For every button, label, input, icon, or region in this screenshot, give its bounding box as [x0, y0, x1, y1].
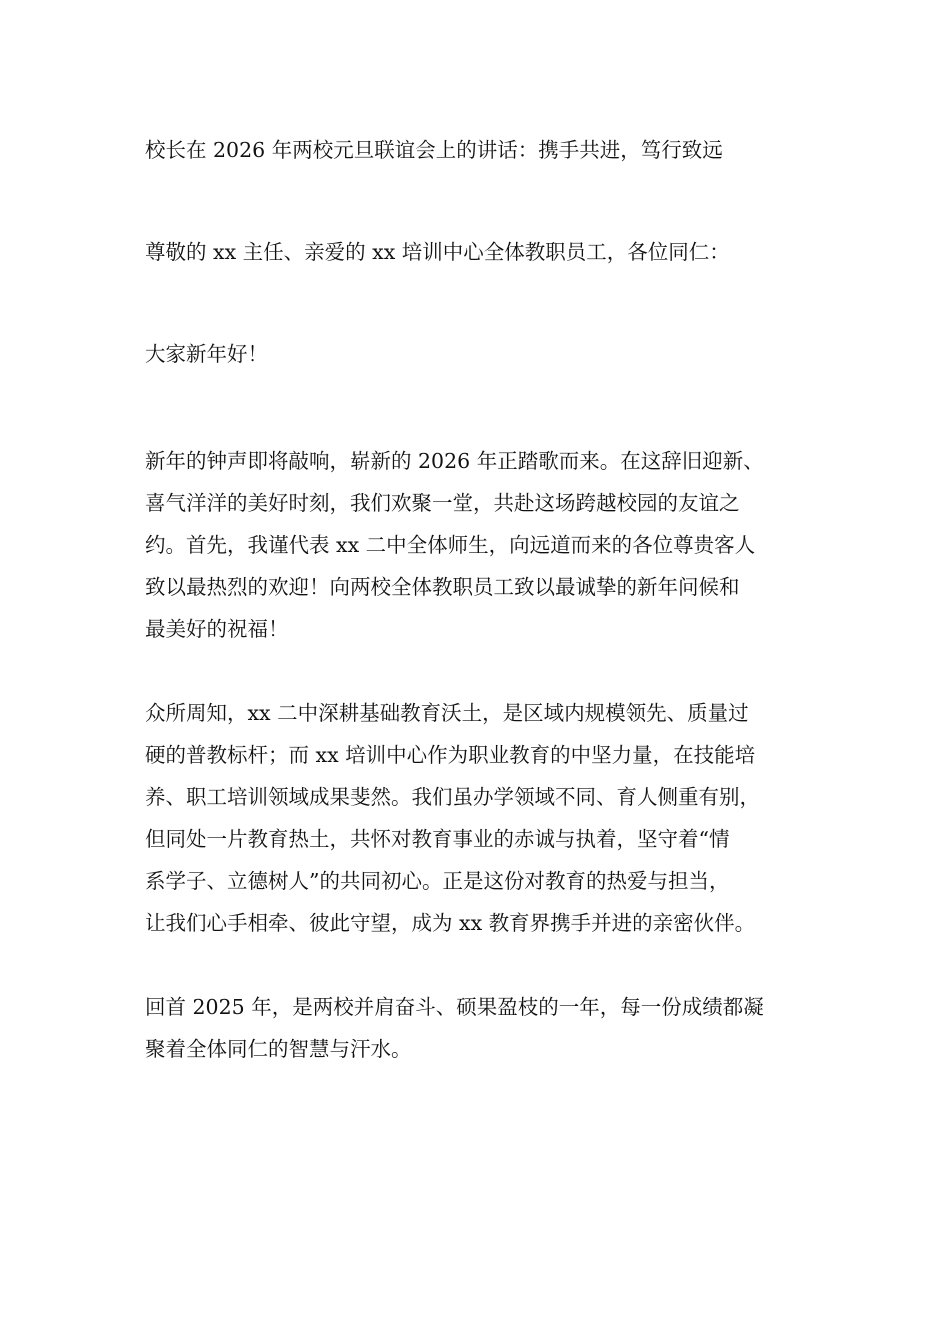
salutation: 尊敬的 xx 主任、亲爱的 xx 培训中心全体教职员工，各位同仁：: [145, 240, 730, 264]
paragraph-line: 最美好的祝福！: [145, 617, 289, 641]
paragraph-line: 喜气洋洋的美好时刻，我们欢聚一堂，共赴这场跨越校园的友谊之: [145, 491, 740, 515]
paragraph-line: 系学子、立德树人”的共同初心。正是这份对教育的热爱与担当，: [145, 869, 730, 893]
document-body: [145, 134, 810, 1070]
document-title: 校长在 2026 年两校元旦联谊会上的讲话：携手共进，笃行致远: [145, 138, 723, 162]
paragraph-line: 致以最热烈的欢迎！向两校全体教职员工致以最诚挚的新年问候和: [145, 575, 740, 599]
paragraph-2: [145, 692, 810, 944]
paragraph-3: [145, 986, 810, 1070]
paragraph-line: 聚着全体同仁的智慧与汗水。: [145, 1037, 412, 1061]
paragraph-line: 但同处一片教育热土，共怀对教育事业的赤诚与执着，坚守着“情: [145, 827, 730, 851]
paragraph-1: [145, 440, 810, 650]
paragraph-line: 众所周知，xx 二中深耕基础教育沃土，是区域内规模领先、质量过: [145, 701, 749, 725]
paragraph-line: 新年的钟声即将敲响，崭新的 2026 年正踏歌而来。在这辞旧迎新、: [145, 449, 764, 473]
paragraph-line: 让我们心手相牵、彼此守望，成为 xx 教育界携手并进的亲密伙伴。: [145, 911, 756, 935]
paragraph-line: 养、职工培训领域成果斐然。我们虽办学领域不同、育人侧重有别，: [145, 785, 760, 809]
paragraph-line: 回首 2025 年，是两校并肩奋斗、硕果盈枝的一年，每一份成绩都凝: [145, 995, 764, 1019]
paragraph-line: 硬的普教标杆；而 xx 培训中心作为职业教育的中坚力量，在技能培: [145, 743, 756, 767]
paragraph-line: 约。首先，我谨代表 xx 二中全体师生，向远道而来的各位尊贵客人: [145, 533, 756, 557]
greeting: 大家新年好！: [145, 342, 268, 366]
